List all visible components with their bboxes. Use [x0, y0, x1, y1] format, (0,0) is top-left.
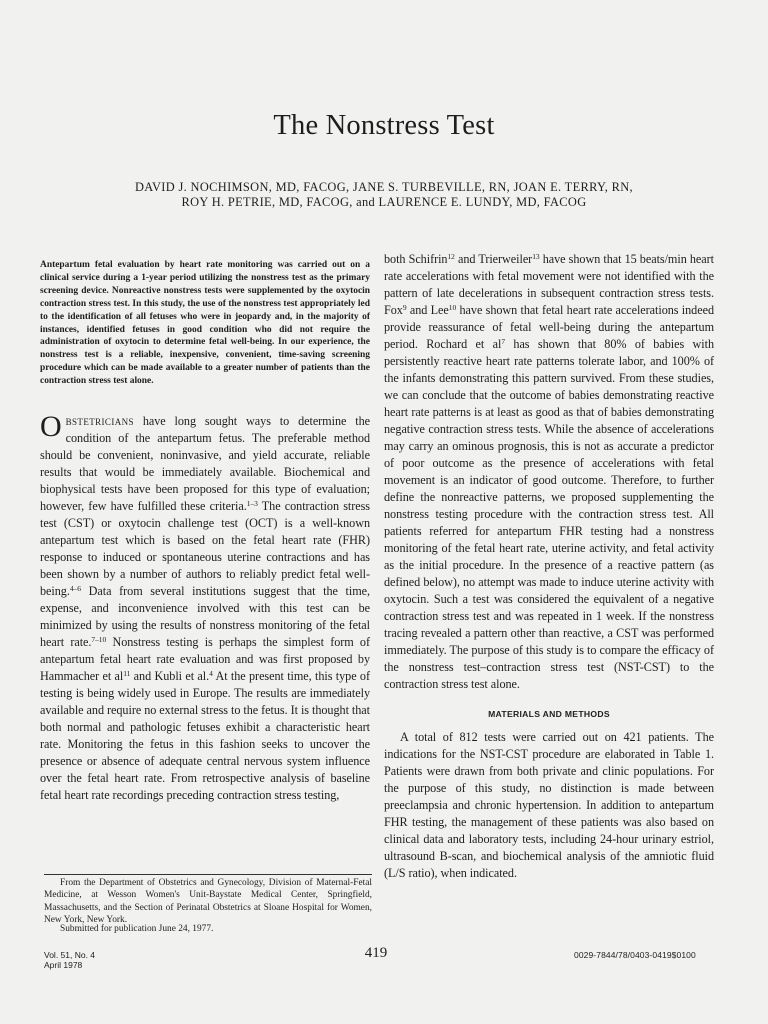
journal-issue-info [44, 950, 95, 970]
intro-lead-word: bstetricians [65, 414, 134, 429]
citation: 7 [501, 337, 506, 346]
intro-continued-paragraph: both Schifrin$^{12}$ and Trierweiler$^{13}$ have shown that 15 beats/min heart rate accelerations with fetal movement were not identified with the pattern of late decelerations in subsequent contraction stress tests. Fox$^9$ and Lee$^{10}$ have shown that fetal heart rate accelerations indeed provide reassurance of fetal well-being during the antepartum period. Rochard et $al^7$ has shown that 80% of babies with persistently reactive heart rate patterns tolerate labor, and 100% of the infants demonstrating this pattern survived. From these studies, we can conclude that the outcome of babies demonstrating reactive heart rate patterns is at least as good as that of babies demonstrating negative contraction stress tests. While the absence of accelerations may carry an ominous prognosis, this is not as accurate a predictor of poor outcome as the presence of accelerations with fetal movement is an indicator of good outcome. Therefore, to further define the nonreactive patterns, we proposed supplementing the nonstress testing procedure with the contraction stress test. All patients referred for antepartum FHR testing had a nonstress monitoring of the fetal heart rate, uterine activity, and fetal activity as the initial procedure. In the presence of a reactive pattern (as defined below), no attempt was made to induce uterine activity with oxytocin. Such a test was considered the equivalent of a negative contraction stress test and was repeated in 1 week. If the nonstress tracing revealed a pattern other than reactive, a CST was performed immediately. The purpose of this study is to compare the efficacy of the nonstress test–contraction stress test (NST-CST) to the contraction stress test alone. [384, 252, 714, 691]
citation: 10 [448, 303, 457, 312]
section-heading: MATERIALS AND METHODS [488, 709, 610, 719]
authors-line-1: DAVID J. NOCHIMSON, MD, FACOG, JANE S. TURBEVILLE, RN, JOAN E. TERRY, RN, [134, 180, 634, 194]
abstract: Antepartum fetal evaluation by heart rate monitoring was carried out on a clinical service during a 1-year period utilizing the nonstress test as the primary screening device. Nonreactive nonstress tests were supplemented by the oxytocin contraction stress test. In this study, the use of the nonstress test appropriately led to the identification of all fetuses who were in jeopardy and, in the majority of instances, identified fetuses in good condition who did not require the administration of oxytocin to determine fetal well-being. In our experience, the nonstress test is a reliable, inexpensive, convenient, time-saving screening procedure which can be made available to a greater number of patients than the contraction stress test alone. [40, 260, 370, 387]
citation: 9 [402, 303, 407, 312]
right-column [384, 251, 714, 882]
citation: 4–6 [69, 584, 81, 594]
drop-cap: O [40, 410, 62, 444]
citation: 7–10 [91, 635, 107, 645]
affiliation-footnote: From the Department of Obstetrics and Gynecology, Division of Maternal-Fetal Medicine, at Wesson Women's Unit-Baystate Medical Center, Springfield, Massachusetts, and the Section of Perinatal Obstetrics at Sloane Hospital for Women, New York, New York. [44, 878, 372, 925]
left-column [40, 259, 370, 804]
author-list [40, 180, 728, 210]
page-number: 419 [364, 945, 388, 961]
citation: 11 [123, 669, 131, 679]
article-title: The Nonstress Test [273, 110, 495, 141]
footnote-divider [44, 874, 372, 875]
volume-label: Vol. 51, No. 4 [44, 950, 96, 960]
article-code: 0029-7844/78/0403-0419$0100 [574, 950, 696, 960]
issue-date: April 1978 [44, 960, 83, 970]
submission-date: Submitted for publication June 24, 1977. [60, 924, 214, 934]
citation: 13 [532, 252, 540, 261]
citation: 4 [209, 669, 213, 679]
intro-paragraph: Obstetricians have long sought ways to determine the condition of the antepartum fetus. The preferable method should be convenient, noninvasive, and yield accurate, reliable results that would be immediately available. Biochemical and biophysical tests have been proposed for this type of evaluation; however, few have fulfilled these criteria.$^{1-3}$ The contraction stress test (CST) or oxytocin challenge test (OCT) is a well-known antepartum test which is based on the fetal heart rate (FHR) response to induced or spontaneous uterine contractions and has been shown by a number of authors to reliably predict fetal well-being.$^{4-6}$ Data from several institutions suggest that the time, expense, and inconvenience involved with this test can be minimized by using the results of nonstress monitoring of the fetal heart rate.$^{7-10}$ Nonstress testing is perhaps the simplest form of antepartum fetal heart rate evaluation and was first proposed by Hammacher et $al^{11}$ and Kubli et al.$^4$ At the present time, this type of testing is being widely used in Europe. The results are immediately available and require no external stress to the fetus. It is thought that both normal and pathologic fetuses exhibit a characteristic heart rate. Monitoring the fetus in this fashion seeks to uncover the presence or absence of adequate central nervous system influence over the fetal heart rate. From retrospective analysis of baseline fetal heart rate recordings preceding contraction stress testing, [40, 410, 370, 803]
citation: 12 [447, 252, 455, 261]
authors-line-2: ROY H. PETRIE, MD, FACOG, and LAURENCE E. LUNDY, MD, FACOG [181, 195, 587, 209]
citation: 1–3 [246, 499, 258, 509]
methods-paragraph: A total of 812 tests were carried out on 421 patients. The indications for the NST-CST procedure are elaborated in Table 1. Patients were drawn from both private and clinic populations. For the purpose of this study, no distinction is made between preeclampsia and chronic hypertension. In addition to antepartum FHR testing, the management of these patients was also based on clinical data and laboratory tests, including 24-hour urinary estriol, ultrasound B-scan, and biochemical analysis of the amniotic fluid (L/S ratio), when indicated. [384, 730, 714, 880]
